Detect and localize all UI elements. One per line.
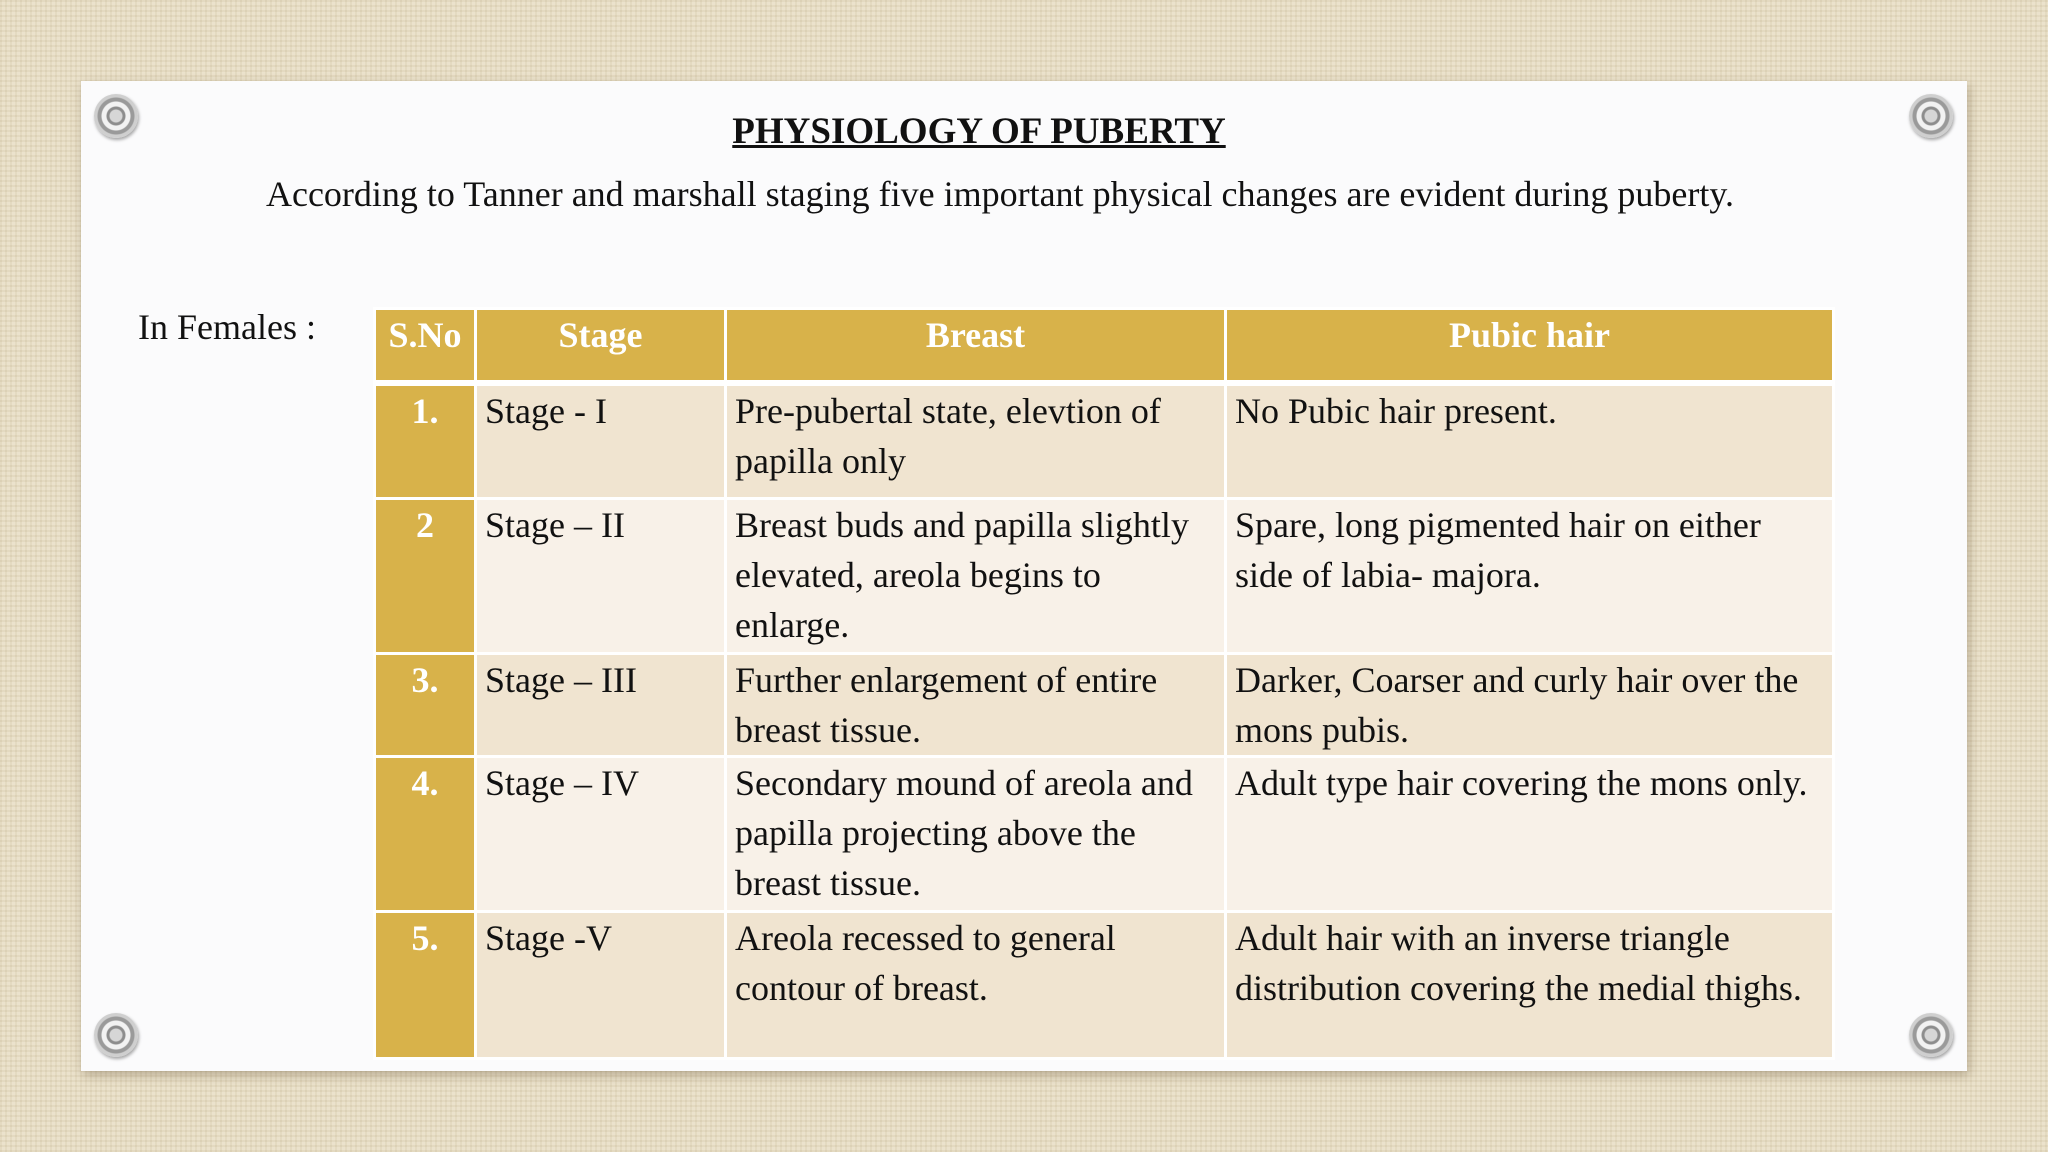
section-label: In Females : <box>138 307 316 347</box>
table-header-row <box>375 309 1834 384</box>
cell-stage: Stage – IV <box>476 756 726 911</box>
cell-pubic-hair: No Pubic hair present. <box>1226 383 1834 498</box>
cell-pubic-hair: Darker, Coarser and curly hair over the mons pubis. <box>1226 653 1834 756</box>
cell-pubic-hair: Spare, long pigmented hair on either side of labia- majora. <box>1226 498 1834 653</box>
header-breast: Breast <box>726 309 1226 384</box>
cell-sno: 2 <box>375 498 476 653</box>
cell-sno: 5. <box>375 911 476 1058</box>
cell-pubic-hair: Adult type hair covering the mons only. <box>1226 756 1834 911</box>
header-sno: S.No <box>375 309 476 384</box>
cell-breast: Breast buds and papilla slightly elevated, areola begins to enlarge. <box>726 498 1226 653</box>
table-row <box>375 498 1834 653</box>
cell-stage: Stage – III <box>476 653 726 756</box>
cell-sno: 4. <box>375 756 476 911</box>
cell-pubic-hair: Adult hair with an inverse triangle distribution covering the medial thighs. <box>1226 911 1834 1058</box>
rivet-icon <box>1909 1013 1953 1057</box>
table-row <box>375 756 1834 911</box>
cell-breast: Further enlargement of entire breast tissue. <box>726 653 1226 756</box>
cell-stage: Stage – II <box>476 498 726 653</box>
tanner-stages-table <box>373 307 1835 1060</box>
rivet-icon <box>94 1013 138 1057</box>
cell-sno: 1. <box>375 383 476 498</box>
cell-breast: Pre-pubertal state, elevtion of papilla only <box>726 383 1226 498</box>
cell-sno: 3. <box>375 653 476 756</box>
cell-stage: Stage -V <box>476 911 726 1058</box>
table-row <box>375 911 1834 1058</box>
cell-stage: Stage - I <box>476 383 726 498</box>
header-pubic-hair: Pubic hair <box>1226 309 1834 384</box>
header-stage: Stage <box>476 309 726 384</box>
table-row <box>375 383 1834 498</box>
slide-title: PHYSIOLOGY OF PUBERTY <box>732 111 1226 152</box>
slide-subtitle: According to Tanner and marshall staging five important physical changes are evident during puberty. <box>265 174 1735 214</box>
table-row <box>375 653 1834 756</box>
cell-breast: Secondary mound of areola and papilla projecting above the breast tissue. <box>726 756 1226 911</box>
cell-breast: Areola recessed to general contour of breast. <box>726 911 1226 1058</box>
